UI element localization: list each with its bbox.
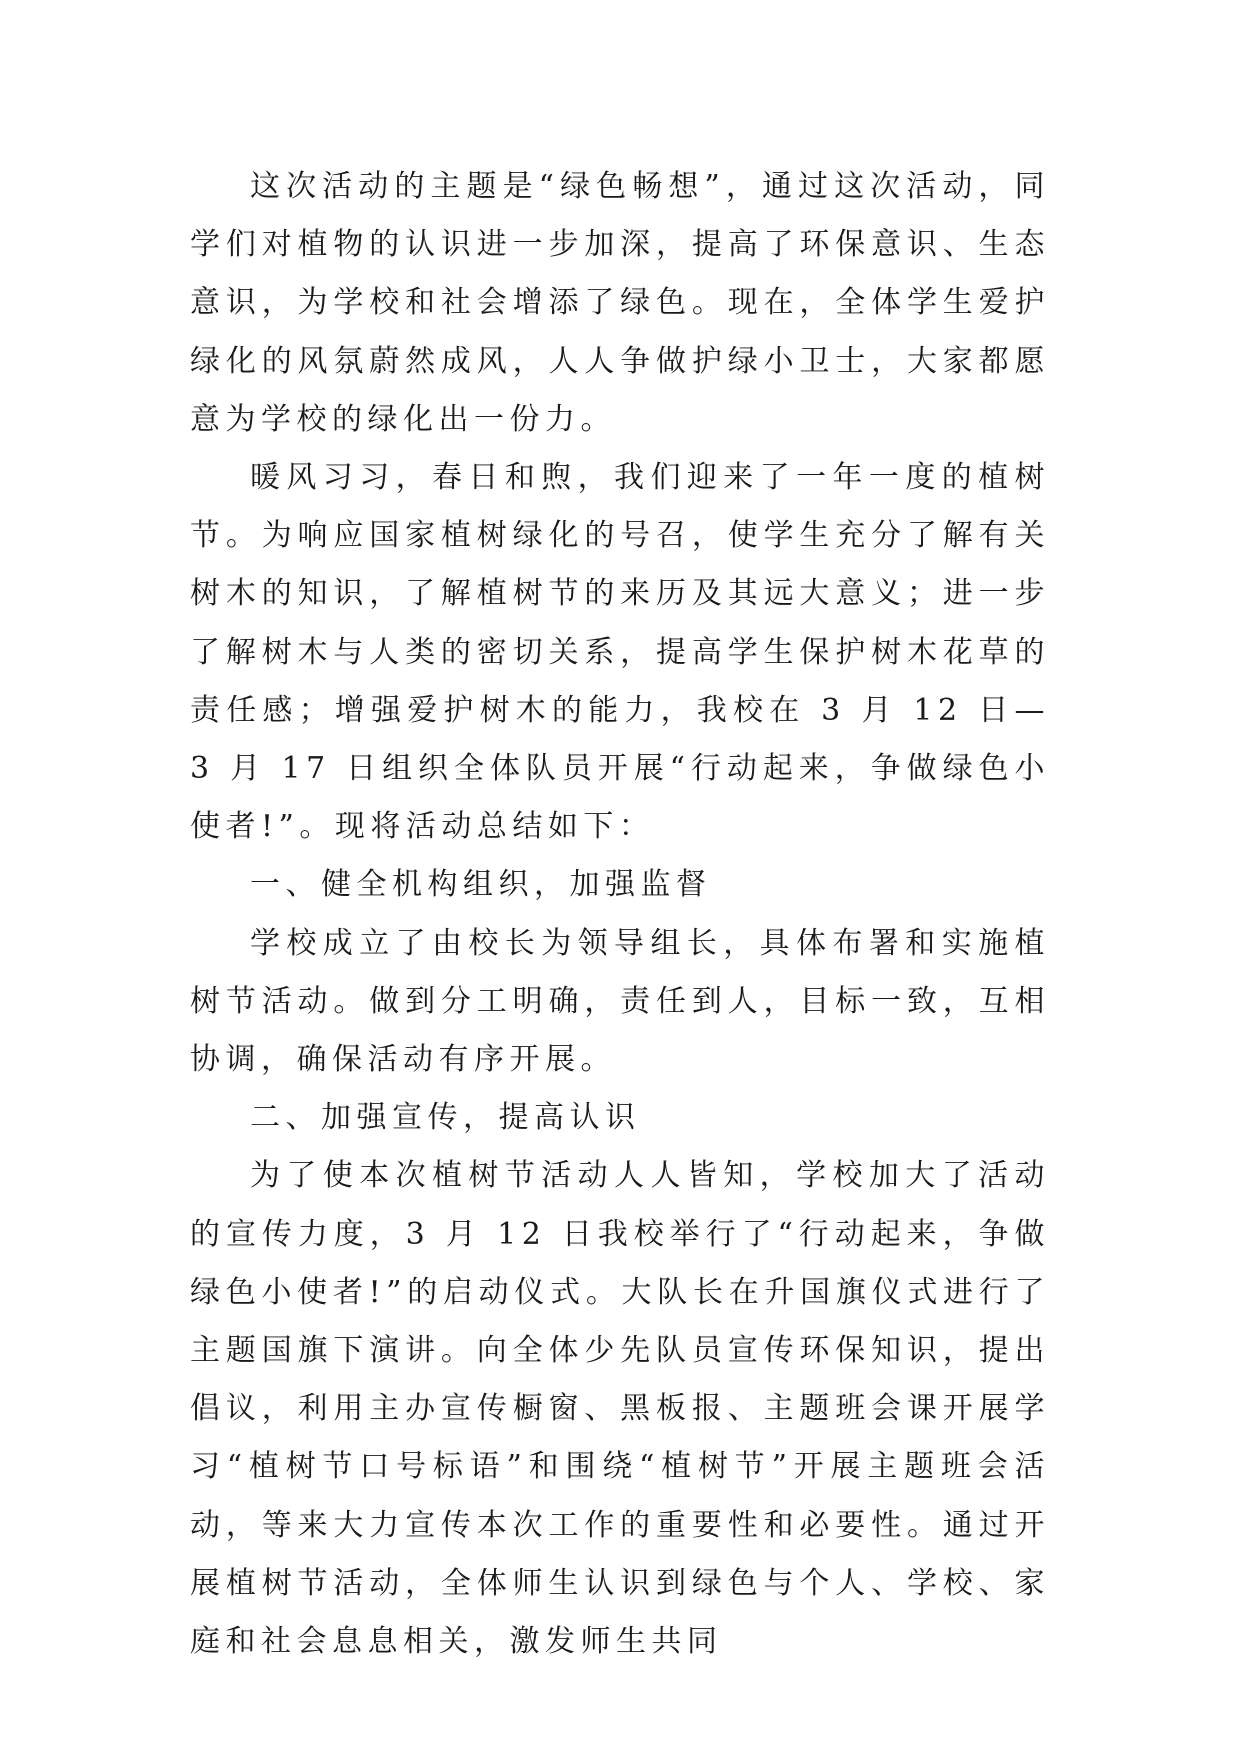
paragraph-introduction: 暖风习习，春日和煦，我们迎来了一年一度的植树节。为响应国家植树绿化的号召，使学生充分了解有关树木的知识，了解植树节的来历及其远大意义；进一步了解树木与人类的密切关系，提高学生保护树木花草的责任感；增强爱护树木的能力，我校在 3 月 12 日—3 月 17 日组织全体队员开展“行动起来，争做绿色小使者!”。现将活动总结如下： [190, 460, 1050, 845]
section-heading-2: 二、加强宣传，提高认识 [250, 1100, 641, 1136]
paragraph-theme-summary: 这次活动的主题是“绿色畅想”，通过这次活动，同学们对植物的认识进一步加深，提高了环保意识、生态意识，为学校和社会增添了绿色。现在，全体学生爱护绿化的风氛蔚然成风，人人争做护绿小卫士，大家都愿意为学校的绿化出一份力。 [190, 169, 1050, 437]
section-heading-1: 一、健全机构组织，加强监督 [250, 867, 712, 903]
paragraph-organization: 学校成立了由校长为领导组长，具体布署和实施植树节活动。做到分工明确，责任到人，目标一致，互相协调，确保活动有序开展。 [190, 925, 1050, 1078]
document-body [190, 158, 1050, 1671]
paragraph-publicity: 为了使本次植树节活动人人皆知，学校加大了活动的宣传力度，3 月 12 日我校举行了“行动起来，争做绿色小使者!”的启动仪式。大队长在升国旗仪式进行了主题国旗下演讲。向全体少先队员宣传环保知识，提出倡议，利用主办宣传橱窗、黑板报、主题班会课开展学习“植树节口号标语”和围绕“植树节”开展主题班会活动，等来大力宣传本次工作的重要性和必要性。通过开展植树节活动，全体师生认识到绿色与个人、学校、家庭和社会息息相关，激发师生共同 [190, 1158, 1050, 1660]
